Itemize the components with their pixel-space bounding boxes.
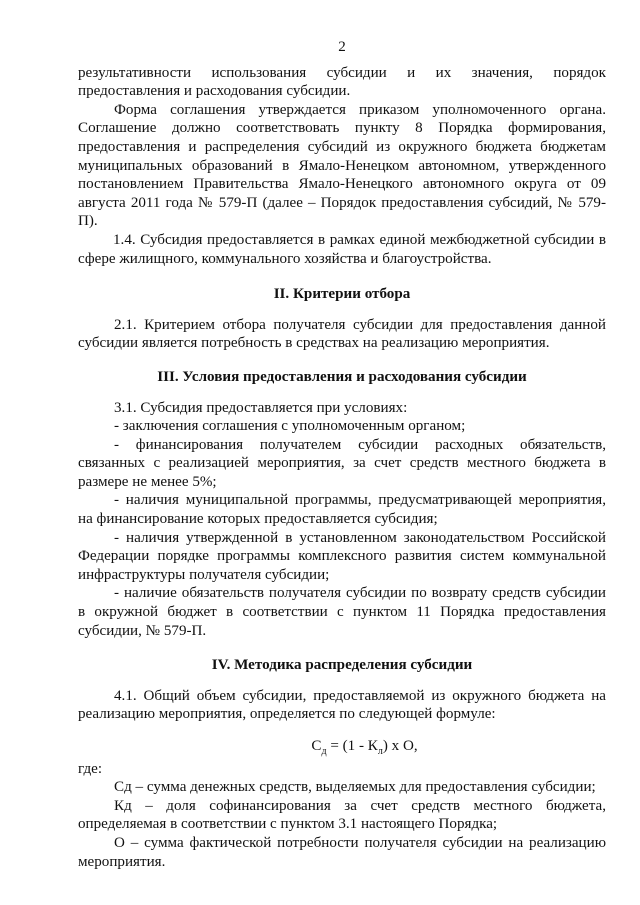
- paragraph-continuation: результативности использования субсидии и их значения, порядок предоставления и расходования субсидии.: [78, 64, 606, 100]
- definition-item: Сд – сумма денежных средств, выделяемых для предоставления субсидии;: [114, 779, 596, 796]
- document-page: [78, 38, 606, 871]
- page-number: 2: [338, 39, 346, 55]
- paragraph-3-1: 3.1. Субсидия предоставляется при условиях:: [114, 399, 408, 416]
- where-label: где:: [78, 760, 103, 777]
- condition-item: - заключения соглашения с уполномоченным органом;: [114, 418, 466, 435]
- definition-item: О – сумма фактической потребности получателя субсидии на реализацию мероприятия.: [78, 834, 606, 870]
- paragraph-4-1: 4.1. Общий объем субсидии, предоставляемой из окружного бюджета на реализацию мероприятия, определяется по следующей формуле:: [78, 687, 606, 723]
- paragraph-1-4: 1.4. Субсидия предоставляется в рамках единой межбюджетной субсидии в сфере жилищного, коммунального хозяйства и благоустройства.: [78, 231, 606, 267]
- section-3-heading: III. Условия предоставления и расходования субсидии: [157, 368, 527, 385]
- condition-item: - финансирования получателем субсидии расходных обязательств, связанных с реализацией мероприятия, за счет средств местного бюджета в размере не менее 5%;: [78, 436, 606, 490]
- formula: $С_д = (1 - К_л)$ х О,: [311, 738, 418, 758]
- section-2-heading: II. Критерии отбора: [273, 286, 411, 303]
- condition-item: - наличие обязательств получателя субсидии по возврату средств субсидии в окружной бюджет в соответствии с пунктом 11 Порядка предоставления субсидии, № 579-П.: [78, 585, 606, 639]
- section-4-heading: IV. Методика распределения субсидии: [211, 657, 473, 674]
- paragraph-agreement-form: Форма соглашения утверждается приказом уполномоченного органа. Соглашение должно соответствовать пункту 8 Порядка формирования, предоставления и распределения субсидий из окружного бюджета бюджетам муниципальных образований в Ямало-Ненецком автономном, утвержденного постановлением Правительства Ямало-Ненецкого автономного округа от 09 августа 2011 года № 579-П (далее – Порядок предоставления субсидий, № 579-П).: [78, 101, 606, 230]
- paragraph-2-1: 2.1. Критерием отбора получателя субсидии для предоставления данной субсидии является потребность в средствах на реализацию мероприятия.: [78, 316, 606, 352]
- condition-item: - наличия утвержденной в установленном законодательством Российской Федерации порядке программы комплексного развития систем коммунальной инфраструктуры получателя субсидии;: [78, 529, 606, 583]
- definition-item: Кд – доля софинансирования за счет средств местного бюджета, определяемая в соответствии с пунктом 3.1 настоящего Порядка;: [78, 797, 606, 833]
- condition-item: - наличия муниципальной программы, предусматривающей мероприятия, на финансирование которых предоставляется субсидия;: [78, 492, 606, 528]
